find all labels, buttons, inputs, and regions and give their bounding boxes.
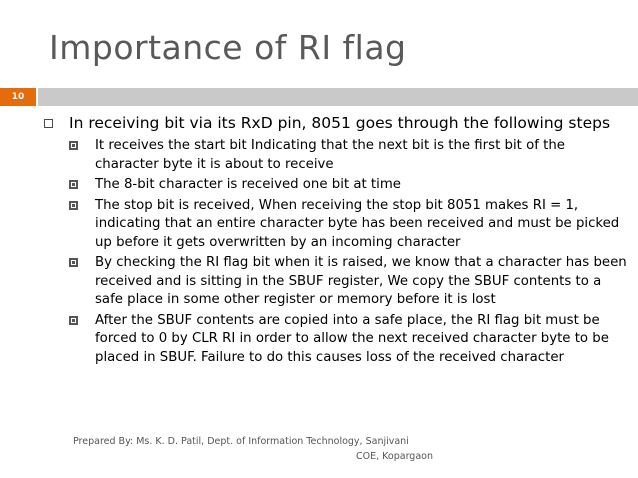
sub-bullet bbox=[38, 176, 628, 195]
square-bullet-icon bbox=[69, 180, 78, 189]
square-bullet-icon bbox=[69, 141, 78, 150]
sub-bullet-text: It receives the start bit Indicating that the next bit is the first bit of the character byte it is about to receive bbox=[95, 138, 565, 172]
sub-bullet bbox=[38, 197, 628, 253]
footer-line-2: COE, Kopargaon bbox=[356, 451, 433, 462]
main-bullet bbox=[38, 113, 628, 134]
sub-bullet bbox=[38, 312, 628, 368]
square-bullet-icon bbox=[69, 258, 78, 267]
hollow-square-bullet-icon bbox=[44, 119, 53, 128]
sub-bullet bbox=[38, 137, 628, 174]
footer-line-1: Prepared By: Ms. K. D. Patil, Dept. of Information Technology, Sanjivani bbox=[73, 436, 409, 447]
sub-bullet bbox=[38, 254, 628, 310]
sub-bullet-text: The stop bit is received, When receiving the stop bit 8051 makes RI = 1, indicating that an entire character byte has been received and must be picked up before it gets overwritten by an incoming character bbox=[95, 197, 620, 250]
slide-number: 10 bbox=[0, 88, 36, 106]
sub-bullet-text: After the SBUF contents are copied into a safe place, the RI flag bit must be forced to 0 by CLR RI in order to allow the next received character byte to be placed in SBUF. Failure to do this causes loss of the received character bbox=[95, 312, 609, 365]
main-bullet-text: In receiving bit via its RxD pin, 8051 goes through the following steps bbox=[69, 114, 611, 132]
title-divider bbox=[38, 88, 638, 106]
square-bullet-icon bbox=[69, 316, 78, 325]
sub-bullet-text: By checking the RI flag bit when it is raised, we know that a character has been received and is sitting in the SBUF register, We copy the SBUF contents to a safe place in some other register or memory before it is lost bbox=[95, 255, 627, 307]
slide-title: Importance of RI flag bbox=[49, 28, 407, 67]
square-bullet-icon bbox=[69, 201, 78, 210]
slide-content bbox=[38, 113, 628, 369]
sub-bullet-text: The 8-bit character is received one bit at time bbox=[95, 177, 401, 192]
slide-footer bbox=[73, 434, 433, 464]
